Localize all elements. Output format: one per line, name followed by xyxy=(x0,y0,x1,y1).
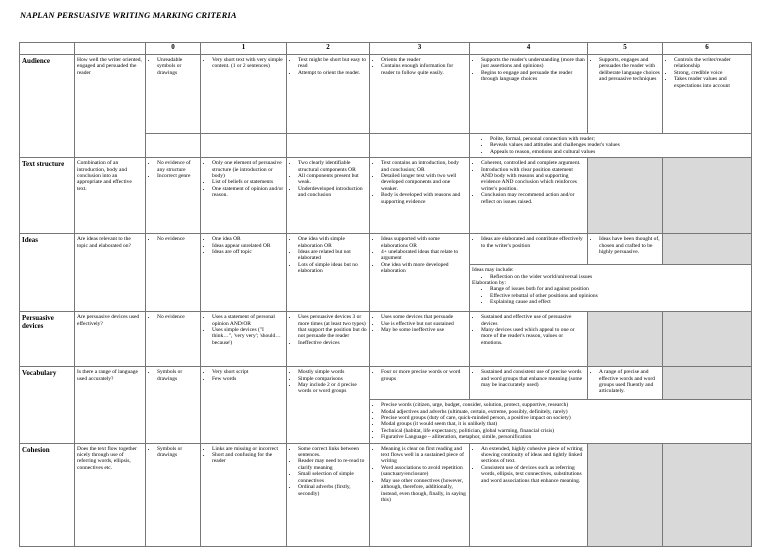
descriptor-item: • No evidence xyxy=(157,314,198,320)
descriptor-item: • Modal groups (it would seem that, it is unlikely that) xyxy=(381,421,749,427)
empty-cell xyxy=(588,312,663,367)
descriptor-item: • May be some ineffective use xyxy=(381,327,467,333)
empty-cell xyxy=(663,367,752,400)
descriptor-cell xyxy=(201,55,287,134)
ideas-note xyxy=(470,265,752,312)
score-header: 2 xyxy=(287,43,370,55)
descriptor-item: • Range of issues both for and against position xyxy=(490,286,749,292)
descriptor-cell xyxy=(287,443,370,546)
descriptor-cell xyxy=(146,367,201,443)
criterion-question: Is there a range of language used accurately? xyxy=(75,367,146,443)
audience-note xyxy=(470,134,752,158)
descriptor-item: • Precise word groups (duty of care, quick-minded person, a positive impact on society) xyxy=(381,415,749,421)
descriptor-item: • Uses simple devices ("I think…", 'very very'; 'should…because') xyxy=(212,327,284,346)
descriptor-item: • No evidence xyxy=(157,236,198,242)
descriptor-cell xyxy=(201,234,287,312)
descriptor-item: • An extended, highly cohesive piece of writing showing continuity of ideas and tightly linked sections of text. xyxy=(481,446,585,465)
criterion-name: Cohesion xyxy=(20,443,75,546)
descriptor-cell xyxy=(470,234,588,265)
descriptor-item: • Short and confusing for the reader xyxy=(212,452,284,465)
descriptor-item: • Sustained and effective use of persuasive devices xyxy=(481,314,585,327)
empty-cell xyxy=(663,443,752,546)
criterion-row-text-structure xyxy=(20,158,752,234)
descriptor-item: • Ideas are elaborated and contribute effectively to the writer's position xyxy=(481,236,585,249)
descriptor-item: • All components present but weak. xyxy=(298,173,367,186)
descriptor-item: • Explaining cause and effect xyxy=(490,299,749,305)
descriptor-cell xyxy=(201,443,287,546)
descriptor-item: • Ideas appear unrelated OR xyxy=(212,243,284,249)
descriptor-item: • Text contains an introduction, body and conclusion; OR xyxy=(381,160,467,173)
descriptor-cell xyxy=(287,367,370,443)
descriptor-item: • Symbols or drawings xyxy=(157,446,198,459)
descriptor-cell xyxy=(146,312,201,367)
descriptor-cell xyxy=(663,55,752,134)
descriptor-item: • Word associations to avoid repetition (sanctuary/enclosure) xyxy=(381,465,467,478)
descriptor-cell xyxy=(470,158,588,234)
descriptor-cell xyxy=(588,234,663,265)
criterion-row-persuasive-devices xyxy=(20,312,752,367)
descriptor-item: • Introduction with clear position statement AND body with reasons and supporting evidence AND conclusion which reinforces writer's position. xyxy=(481,167,585,193)
descriptor-item: • Ideas have been thought of, chosen and crafted to be highly persuasive. xyxy=(599,236,660,255)
empty-cell xyxy=(588,443,663,546)
descriptor-item: • Lots of simple ideas but no elaboration xyxy=(298,262,367,275)
descriptor-item: • One idea with more developed elaboration xyxy=(381,262,467,275)
descriptor-item: • Many devices used which appeal to one or more of the reader's reason, values or emotions. xyxy=(481,327,585,346)
criterion-question: How well the writer oriented, engaged and persuaded the reader xyxy=(75,55,146,158)
descriptor-item: • Ideas are related but not elaborated xyxy=(298,249,367,262)
descriptor-item: • Attempt to orient the reader. xyxy=(298,70,367,76)
descriptor-item: • Modal adjectives and adverbs (ultimate, certain, extreme, possibly, definitely, rarely) xyxy=(381,409,749,415)
descriptor-item: • May use other connectives (however, although, therefore, additionally, instead, even though, finally, in saying this) xyxy=(381,478,467,504)
descriptor-cell xyxy=(470,443,588,546)
criterion-question: Combination of an introduction, body and conclusion into an appropriate and effective text. xyxy=(75,158,146,234)
criterion-name: Vocabulary xyxy=(20,367,75,443)
criterion-row-vocabulary xyxy=(20,367,752,400)
page-title: NAPLAN PERSUASIVE WRITING MARKING CRITERIA xyxy=(20,10,237,20)
score-header: 3 xyxy=(370,43,470,55)
criterion-question: Does the text flow together nicely through use of referring words, ellipsis, connectives etc. xyxy=(75,443,146,546)
score-header-row xyxy=(20,43,752,55)
descriptor-cell xyxy=(588,55,663,134)
descriptor-cell xyxy=(370,443,470,546)
criterion-question: Are persuasive devices used effectively? xyxy=(75,312,146,367)
criterion-name: Persuasive devices xyxy=(20,312,75,367)
descriptor-item: • Very short text with very simple content. (1 or 2 sentences) xyxy=(212,57,284,70)
descriptor-cell xyxy=(287,55,370,134)
descriptor-cell xyxy=(146,158,201,234)
descriptor-item: • Detailed longer text with two well developed components and one weaker. xyxy=(381,173,467,192)
score-header: 5 xyxy=(588,43,663,55)
descriptor-cell xyxy=(146,443,201,546)
descriptor-item: • Reader may need to re-read to clarify meaning xyxy=(298,458,367,471)
descriptor-item: • Supports, engages and persuades the reader with deliberate language choices and persuasive techniques xyxy=(599,57,660,83)
descriptor-cell xyxy=(201,312,287,367)
criterion-row-ideas xyxy=(20,234,752,265)
descriptor-cell xyxy=(287,312,370,367)
descriptor-item: • Ideas supported with some elaborations OR xyxy=(381,236,467,249)
descriptor-item: • Effective rebuttal of other positions and opinions xyxy=(490,293,749,299)
criterion-name: Text structure xyxy=(20,158,75,234)
descriptor-cell xyxy=(146,234,201,312)
descriptor-item: • Orients the reader xyxy=(381,57,467,63)
descriptor-item: • Body is developed with reasons and supporting evidence xyxy=(381,192,467,205)
descriptor-item: • Uses persuasive devices 3 or more times (at least two types) that support the position but do not persuade the reader xyxy=(298,314,367,340)
descriptor-item: • A range of precise and effective words and word groups used fluently and articulately. xyxy=(599,369,660,395)
score-header: 0 xyxy=(146,43,201,55)
descriptor-cell xyxy=(146,55,201,134)
descriptor-item: • Ordinal adverbs (firstly, secondly) xyxy=(298,484,367,497)
descriptor-cell xyxy=(370,312,470,367)
criterion-name: Audience xyxy=(20,55,75,158)
descriptor-item: • Controls the writer/reader relationship xyxy=(674,57,749,70)
descriptor-item: • Technical (habitat, life expectancy, politician, global warming, financial crisis) xyxy=(381,428,749,434)
descriptor-item: • Sustained and consistent use of precise words and word groups that enhance meaning (some may be inaccurately used) xyxy=(481,369,585,388)
descriptor-cell xyxy=(287,234,370,312)
empty-cell xyxy=(663,158,752,234)
empty-cell xyxy=(663,312,752,367)
descriptor-item: • Contains enough information for reader to follow quite easily. xyxy=(381,63,467,76)
descriptor-cell xyxy=(201,158,287,234)
descriptor-cell xyxy=(370,55,470,134)
descriptor-cell xyxy=(588,367,663,400)
descriptor-item: • Only one element of persuasive structure (ie introduction or body) xyxy=(212,160,284,179)
score-header: 6 xyxy=(663,43,752,55)
descriptor-item: • Mostly simple words xyxy=(298,369,367,375)
descriptor-item: • Strong, credible voice xyxy=(674,70,749,76)
empty-cell xyxy=(588,158,663,234)
note-heading: Ideas may include: xyxy=(472,267,514,274)
note-heading: Elaboration by: xyxy=(472,280,507,287)
descriptor-item: • Uses some devices that persuade xyxy=(381,314,467,320)
descriptor-item: • Figurative Language – alliteration, metaphor, simile, personification xyxy=(381,434,749,440)
descriptor-item: • Uses a statement of personal opinion AND/OR xyxy=(212,314,284,327)
descriptor-cell xyxy=(470,55,588,134)
descriptor-item: • Supports the reader's understanding (more than just assertions and opinions) xyxy=(481,57,585,70)
descriptor-cell xyxy=(470,367,588,400)
descriptor-item: • List of beliefs or statements xyxy=(212,179,284,185)
descriptor-cell xyxy=(370,234,470,312)
vocabulary-note xyxy=(370,400,752,443)
marking-criteria-table xyxy=(19,42,752,547)
descriptor-item: • Ineffective devices xyxy=(298,340,367,346)
descriptor-item: • Symbols or drawings xyxy=(157,369,198,382)
descriptor-item: • Consistent use of devices such as referring words, ellipsis, text connectives, substitutions and word associations that enhance meaning. xyxy=(481,465,585,484)
empty-cell xyxy=(663,234,752,265)
descriptor-item: • Meaning is clear on first reading and text flows well in a sustained piece of writing xyxy=(381,446,467,465)
descriptor-item: • Few words xyxy=(212,376,284,382)
score-header: 1 xyxy=(201,43,287,55)
descriptor-item: • Appeals to reason, emotions and cultural values xyxy=(490,149,749,155)
descriptor-item: • Precise words (citizen, urge, budget, consider, solution, protect, supportive, research) xyxy=(381,402,749,408)
descriptor-item: • Links are missing or incorrect xyxy=(212,446,284,452)
descriptor-item: • Reflection on the wider world/universal issues xyxy=(490,274,749,280)
descriptor-item: • Polite, formal, personal connection with reader; xyxy=(490,136,749,142)
criterion-row-cohesion xyxy=(20,443,752,546)
descriptor-item: • Two clearly identifiable structural components OR xyxy=(298,160,367,173)
descriptor-item: • Underdeveloped introduction and conclusion xyxy=(298,186,367,199)
descriptor-item: • Begins to engage and persuade the reader through language choices xyxy=(481,70,585,83)
descriptor-item: • Four or more precise words or word groups xyxy=(381,369,467,382)
descriptor-item: • Reveals values and attitudes and challenges reader's values xyxy=(490,142,749,148)
descriptor-item: • No evidence of any structure xyxy=(157,160,198,173)
descriptor-item: • Coherent, controlled and complete argument. xyxy=(481,160,585,166)
descriptor-item: • Some correct links between sentences. xyxy=(298,446,367,459)
descriptor-item: • May include 2 or 4 precise words or word groups xyxy=(298,382,367,395)
criterion-question: Are ideas relevant to the topic and elaborated on? xyxy=(75,234,146,312)
descriptor-item: • One idea OR xyxy=(212,236,284,242)
descriptor-cell xyxy=(201,367,287,443)
descriptor-cell xyxy=(287,158,370,234)
criterion-name: Ideas xyxy=(20,234,75,312)
descriptor-cell xyxy=(370,158,470,234)
descriptor-item: • Use is effective but not sustained xyxy=(381,321,467,327)
descriptor-item: • Conclusion may recommend action and/or reflect on issues raised. xyxy=(481,192,585,205)
descriptor-item: • 4+ unelaborated ideas that relate to argument xyxy=(381,249,467,262)
descriptor-item: • Simple comparisons xyxy=(298,376,367,382)
criterion-row-audience xyxy=(20,55,752,134)
descriptor-item: • One idea with simple elaboration OR xyxy=(298,236,367,249)
descriptor-item: • Incorrect genre xyxy=(157,173,198,179)
descriptor-item: • One statement of opinion and/or reason. xyxy=(212,186,284,199)
descriptor-item: • Very short script xyxy=(212,369,284,375)
descriptor-item: • Unreadable symbols or drawings xyxy=(157,57,198,76)
descriptor-item: • Text might be short but easy to read xyxy=(298,57,367,70)
descriptor-item: • Ideas are off topic xyxy=(212,249,284,255)
score-header: 4 xyxy=(470,43,588,55)
descriptor-item: • Small selection of simple connectives xyxy=(298,471,367,484)
descriptor-cell xyxy=(370,367,470,400)
descriptor-cell xyxy=(470,312,588,367)
descriptor-item: • Takes reader values and expectations into account xyxy=(674,76,749,89)
